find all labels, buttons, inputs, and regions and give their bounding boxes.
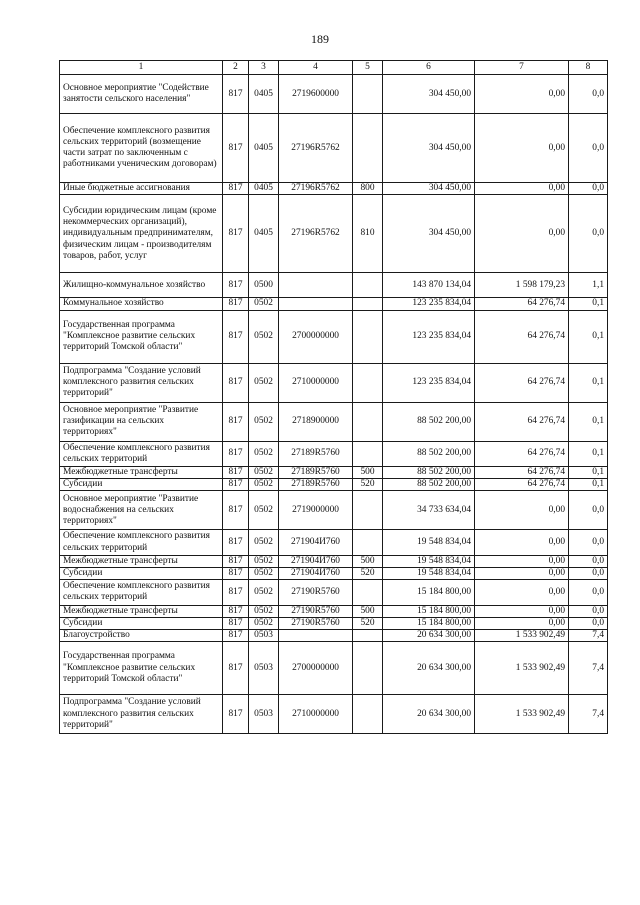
cell-percent: 1,1 (569, 273, 608, 298)
cell-target-article (279, 273, 353, 298)
table-row (60, 298, 608, 310)
cell-target-article: 2719000000 (279, 491, 353, 530)
col-header-3: 3 (249, 61, 279, 75)
page-number: 189 (311, 32, 329, 46)
cell-section-code: 0502 (249, 605, 279, 617)
cell-target-article: 27189R5760 (279, 479, 353, 491)
cell-percent: 0,0 (569, 568, 608, 580)
cell-approved-amount: 88 502 200,00 (383, 441, 475, 466)
cell-executed-amount: 64 276,74 (475, 310, 569, 363)
budget-table (59, 60, 608, 734)
cell-executed-amount: 0,00 (475, 530, 569, 555)
cell-admin-code: 817 (223, 695, 249, 734)
cell-admin-code: 817 (223, 298, 249, 310)
cell-executed-amount: 1 533 902,49 (475, 630, 569, 642)
cell-name: Обеспечение комплексного развития сельских территорий (60, 441, 223, 466)
cell-name: Коммунальное хозяйство (60, 298, 223, 310)
cell-target-article: 27196R5762 (279, 183, 353, 195)
cell-name: Жилищно-коммунальное хозяйство (60, 273, 223, 298)
col-header-1: 1 (60, 61, 223, 75)
table-row (60, 114, 608, 183)
cell-section-code: 0502 (249, 568, 279, 580)
cell-target-article: 27189R5760 (279, 467, 353, 479)
cell-expense-type (353, 580, 383, 605)
cell-expense-type (353, 273, 383, 298)
cell-expense-type: 520 (353, 568, 383, 580)
cell-approved-amount: 15 184 800,00 (383, 605, 475, 617)
cell-admin-code: 817 (223, 555, 249, 567)
cell-percent: 0,1 (569, 298, 608, 310)
cell-executed-amount: 0,00 (475, 183, 569, 195)
cell-executed-amount: 64 276,74 (475, 479, 569, 491)
cell-target-article: 27190R5760 (279, 605, 353, 617)
cell-admin-code: 817 (223, 605, 249, 617)
cell-approved-amount: 88 502 200,00 (383, 479, 475, 491)
cell-admin-code: 817 (223, 568, 249, 580)
cell-approved-amount: 88 502 200,00 (383, 467, 475, 479)
cell-admin-code: 817 (223, 310, 249, 363)
table-row (60, 580, 608, 605)
cell-section-code: 0502 (249, 363, 279, 402)
cell-approved-amount: 88 502 200,00 (383, 402, 475, 441)
cell-name: Межбюджетные трансферты (60, 555, 223, 567)
table-row (60, 491, 608, 530)
cell-expense-type (353, 530, 383, 555)
cell-executed-amount: 0,00 (475, 555, 569, 567)
cell-percent: 7,4 (569, 695, 608, 734)
cell-percent: 0,1 (569, 363, 608, 402)
cell-section-code: 0500 (249, 273, 279, 298)
cell-expense-type: 520 (353, 479, 383, 491)
cell-approved-amount: 123 235 834,04 (383, 298, 475, 310)
cell-target-article (279, 630, 353, 642)
table-row (60, 75, 608, 114)
cell-target-article: 27190R5760 (279, 580, 353, 605)
cell-approved-amount: 20 634 300,00 (383, 630, 475, 642)
cell-percent: 0,0 (569, 605, 608, 617)
cell-expense-type (353, 75, 383, 114)
cell-section-code: 0405 (249, 114, 279, 183)
table-row (60, 605, 608, 617)
cell-expense-type: 810 (353, 195, 383, 273)
cell-admin-code: 817 (223, 491, 249, 530)
cell-name: Межбюджетные трансферты (60, 467, 223, 479)
cell-admin-code: 817 (223, 183, 249, 195)
table-row (60, 441, 608, 466)
table-row (60, 195, 608, 273)
cell-percent: 7,4 (569, 642, 608, 695)
cell-expense-type: 520 (353, 617, 383, 629)
cell-approved-amount: 20 634 300,00 (383, 642, 475, 695)
cell-approved-amount: 20 634 300,00 (383, 695, 475, 734)
table-row (60, 273, 608, 298)
cell-target-article: 2700000000 (279, 310, 353, 363)
table-row (60, 695, 608, 734)
cell-executed-amount: 64 276,74 (475, 441, 569, 466)
cell-section-code: 0502 (249, 467, 279, 479)
cell-approved-amount: 123 235 834,04 (383, 310, 475, 363)
cell-percent: 0,1 (569, 441, 608, 466)
table-row (60, 568, 608, 580)
cell-executed-amount: 64 276,74 (475, 363, 569, 402)
cell-expense-type: 500 (353, 555, 383, 567)
cell-approved-amount: 34 733 634,04 (383, 491, 475, 530)
col-header-4: 4 (279, 61, 353, 75)
cell-expense-type: 500 (353, 605, 383, 617)
cell-section-code: 0502 (249, 555, 279, 567)
cell-target-article: 2719600000 (279, 75, 353, 114)
cell-expense-type (353, 298, 383, 310)
cell-admin-code: 817 (223, 363, 249, 402)
cell-target-article: 271904И760 (279, 555, 353, 567)
cell-name: Государственная программа "Комплексное развитие сельских территорий Томской области" (60, 310, 223, 363)
cell-section-code: 0502 (249, 310, 279, 363)
cell-approved-amount: 123 235 834,04 (383, 363, 475, 402)
cell-admin-code: 817 (223, 530, 249, 555)
cell-expense-type (353, 114, 383, 183)
col-header-8: 8 (569, 61, 608, 75)
cell-section-code: 0503 (249, 630, 279, 642)
cell-section-code: 0502 (249, 491, 279, 530)
cell-admin-code: 817 (223, 402, 249, 441)
cell-approved-amount: 19 548 834,04 (383, 555, 475, 567)
col-header-7: 7 (475, 61, 569, 75)
table-row (60, 467, 608, 479)
cell-expense-type (353, 695, 383, 734)
cell-section-code: 0502 (249, 479, 279, 491)
cell-approved-amount: 304 450,00 (383, 114, 475, 183)
cell-percent: 0,0 (569, 183, 608, 195)
cell-approved-amount: 304 450,00 (383, 195, 475, 273)
table-row (60, 630, 608, 642)
cell-target-article: 2718900000 (279, 402, 353, 441)
cell-target-article: 27196R5762 (279, 195, 353, 273)
col-header-5: 5 (353, 61, 383, 75)
cell-percent: 0,0 (569, 580, 608, 605)
table-row (60, 402, 608, 441)
cell-name: Субсидии (60, 479, 223, 491)
cell-name: Благоустройство (60, 630, 223, 642)
header-row (60, 61, 608, 75)
cell-section-code: 0502 (249, 580, 279, 605)
table-row (60, 363, 608, 402)
cell-name: Обеспечение комплексного развития сельских территорий (60, 580, 223, 605)
table-row (60, 183, 608, 195)
cell-approved-amount: 15 184 800,00 (383, 617, 475, 629)
cell-percent: 0,0 (569, 555, 608, 567)
cell-percent: 0,0 (569, 491, 608, 530)
cell-section-code: 0502 (249, 530, 279, 555)
cell-section-code: 0502 (249, 441, 279, 466)
cell-name: Подпрограмма "Создание условий комплексного развития сельских территорий" (60, 363, 223, 402)
cell-executed-amount: 0,00 (475, 195, 569, 273)
cell-admin-code: 817 (223, 642, 249, 695)
cell-admin-code: 817 (223, 617, 249, 629)
cell-percent: 0,1 (569, 467, 608, 479)
cell-approved-amount: 19 548 834,04 (383, 530, 475, 555)
cell-percent: 0,1 (569, 310, 608, 363)
cell-expense-type (353, 441, 383, 466)
cell-section-code: 0503 (249, 642, 279, 695)
cell-expense-type (353, 491, 383, 530)
cell-expense-type: 800 (353, 183, 383, 195)
table-row (60, 555, 608, 567)
cell-percent: 0,0 (569, 530, 608, 555)
cell-section-code: 0503 (249, 695, 279, 734)
cell-name: Основное мероприятие "Развитие водоснабжения на сельских территориях" (60, 491, 223, 530)
cell-executed-amount: 0,00 (475, 568, 569, 580)
table-body (60, 75, 608, 734)
table-row (60, 642, 608, 695)
cell-target-article: 27189R5760 (279, 441, 353, 466)
cell-name: Субсидии (60, 568, 223, 580)
cell-name: Субсидии юридическим лицам (кроме некоммерческих организаций), индивидуальным предпринимателям, физическим лицам - производителям товаров, работ, услуг (60, 195, 223, 273)
cell-admin-code: 817 (223, 441, 249, 466)
cell-approved-amount: 15 184 800,00 (383, 580, 475, 605)
cell-target-article (279, 298, 353, 310)
cell-executed-amount: 1 598 179,23 (475, 273, 569, 298)
cell-percent: 0,0 (569, 195, 608, 273)
cell-section-code: 0502 (249, 617, 279, 629)
cell-percent: 0,0 (569, 114, 608, 183)
cell-target-article: 271904И760 (279, 568, 353, 580)
cell-target-article: 271904И760 (279, 530, 353, 555)
cell-target-article: 2710000000 (279, 363, 353, 402)
cell-expense-type: 500 (353, 467, 383, 479)
cell-expense-type (353, 310, 383, 363)
cell-percent: 0,0 (569, 75, 608, 114)
table-row (60, 617, 608, 629)
cell-executed-amount: 0,00 (475, 605, 569, 617)
cell-name: Государственная программа "Комплексное развитие сельских территорий Томской области" (60, 642, 223, 695)
cell-target-article: 2700000000 (279, 642, 353, 695)
cell-percent: 0,0 (569, 617, 608, 629)
cell-section-code: 0405 (249, 75, 279, 114)
cell-admin-code: 817 (223, 273, 249, 298)
cell-percent: 0,1 (569, 402, 608, 441)
cell-admin-code: 817 (223, 479, 249, 491)
cell-approved-amount: 304 450,00 (383, 75, 475, 114)
cell-executed-amount: 64 276,74 (475, 467, 569, 479)
cell-approved-amount: 143 870 134,04 (383, 273, 475, 298)
cell-name: Межбюджетные трансферты (60, 605, 223, 617)
cell-executed-amount: 0,00 (475, 580, 569, 605)
cell-section-code: 0502 (249, 298, 279, 310)
cell-admin-code: 817 (223, 114, 249, 183)
cell-executed-amount: 0,00 (475, 491, 569, 530)
cell-name: Обеспечение комплексного развития сельских территорий (возмещение части затрат по заключенным с работниками ученическим договорам) (60, 114, 223, 183)
cell-admin-code: 817 (223, 630, 249, 642)
cell-name: Основное мероприятие "Содействие занятости сельского населения" (60, 75, 223, 114)
table-row (60, 530, 608, 555)
cell-section-code: 0502 (249, 402, 279, 441)
cell-approved-amount: 304 450,00 (383, 183, 475, 195)
cell-approved-amount: 19 548 834,04 (383, 568, 475, 580)
cell-target-article: 27190R5760 (279, 617, 353, 629)
table-row (60, 479, 608, 491)
cell-target-article: 27196R5762 (279, 114, 353, 183)
cell-admin-code: 817 (223, 195, 249, 273)
cell-section-code: 0405 (249, 195, 279, 273)
cell-executed-amount: 64 276,74 (475, 402, 569, 441)
cell-executed-amount: 1 533 902,49 (475, 642, 569, 695)
cell-executed-amount: 64 276,74 (475, 298, 569, 310)
cell-executed-amount: 0,00 (475, 617, 569, 629)
cell-expense-type (353, 642, 383, 695)
cell-percent: 7,4 (569, 630, 608, 642)
table-row (60, 310, 608, 363)
cell-expense-type (353, 363, 383, 402)
cell-executed-amount: 0,00 (475, 75, 569, 114)
cell-section-code: 0405 (249, 183, 279, 195)
cell-name: Подпрограмма "Создание условий комплексного развития сельских территорий" (60, 695, 223, 734)
cell-expense-type (353, 402, 383, 441)
cell-executed-amount: 1 533 902,49 (475, 695, 569, 734)
cell-admin-code: 817 (223, 580, 249, 605)
cell-percent: 0,1 (569, 479, 608, 491)
col-header-2: 2 (223, 61, 249, 75)
cell-name: Основное мероприятие "Развитие газификации на сельских территориях" (60, 402, 223, 441)
cell-target-article: 2710000000 (279, 695, 353, 734)
cell-expense-type (353, 630, 383, 642)
cell-executed-amount: 0,00 (475, 114, 569, 183)
cell-admin-code: 817 (223, 467, 249, 479)
cell-admin-code: 817 (223, 75, 249, 114)
col-header-6: 6 (383, 61, 475, 75)
cell-name: Иные бюджетные ассигнования (60, 183, 223, 195)
cell-name: Субсидии (60, 617, 223, 629)
cell-name: Обеспечение комплексного развития сельских территорий (60, 530, 223, 555)
